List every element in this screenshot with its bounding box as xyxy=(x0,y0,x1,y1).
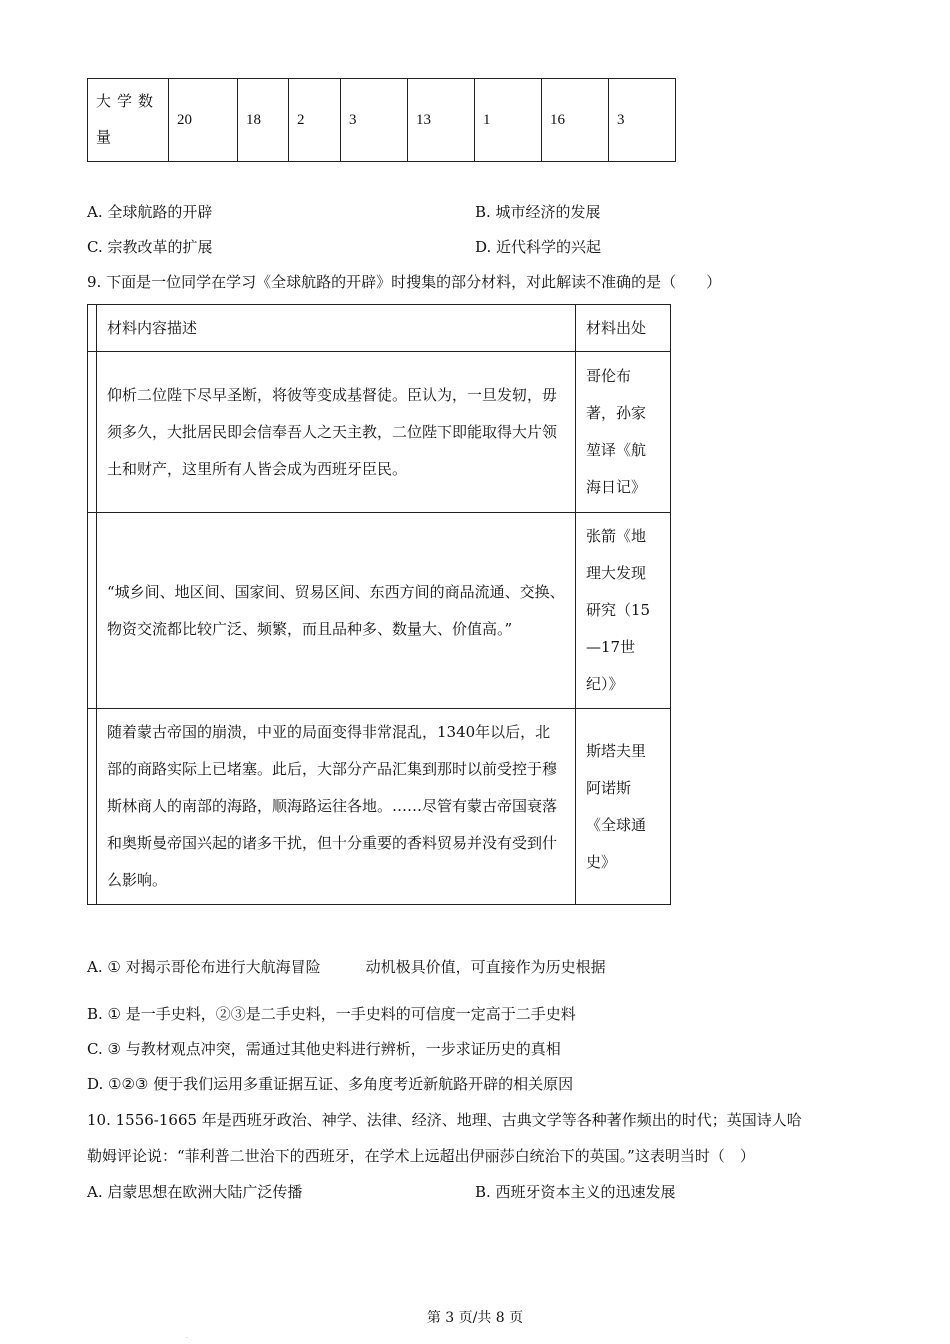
q9-option-c: C. ③ 与教材观点冲突，需通过其他史料进行辨析，一步求证历史的真相 xyxy=(87,1040,561,1058)
table-row-header: 大学数量 xyxy=(88,79,169,162)
q9-stem: 9. 下面是一位同学在学习《全球航路的开辟》时搜集的部分材料，对此解读不准确的是（ ） xyxy=(87,273,722,291)
q10-stem-line1: 10. 1556-1665 年是西班牙政治、神学、法律、经济、地理、古典文学等各种著作频出的时代；英国诗人哈 xyxy=(87,1111,802,1129)
table-gap-cell xyxy=(88,305,97,352)
q8-option-b: B. 城市经济的发展 xyxy=(475,203,601,221)
q9-option-b: B. ① 是一手史料，②③是二手史料，一手史料的可信度一定高于二手史料 xyxy=(87,1005,576,1023)
material-content: 随着蒙古帝国的崩溃，中亚的局面变得非常混乱，1340年以后，北部的商路实际上已堵塞。此后，大部分产品汇集到那时以前受控于穆斯林商人的南部的海路，顺海路运往各地。……尽管有蒙古帝国衰落和奥斯曼帝国兴起的诸多干扰，但十分重要的香料贸易并没有受到什么影响。 xyxy=(97,709,576,905)
table-cell: 1 xyxy=(475,79,542,162)
table-cell: 18 xyxy=(238,79,289,162)
table-gap-cell xyxy=(88,709,97,905)
table-gap-cell xyxy=(88,352,97,513)
q10-option-a: A. 启蒙思想在欧洲大陆广泛传播 xyxy=(87,1183,303,1201)
university-count-table xyxy=(87,78,676,162)
table-row xyxy=(88,709,671,905)
material-content: 仰析二位陛下尽早圣断，将彼等变成基督徒。臣认为，一旦发轫，毋须多久，大批居民即会信奉吾人之天主教，二位陛下即能取得大片领土和财产，这里所有人皆会成为西班牙臣民。 xyxy=(97,352,576,513)
q8-option-a: A. 全球航路的开辟 xyxy=(87,203,213,221)
table-cell: 13 xyxy=(408,79,475,162)
q9-option-d: D. ①②③ 便于我们运用多重证据互证、多角度考近新航路开辟的相关原因 xyxy=(87,1075,574,1093)
table-row xyxy=(88,79,676,162)
q10-option-b: B. 西班牙资本主义的迅速发展 xyxy=(475,1183,676,1201)
material-source: 斯塔夫里阿诺斯《全球通史》 xyxy=(576,709,671,905)
table-cell: 3 xyxy=(341,79,408,162)
q8-option-c: C. 宗教改革的扩展 xyxy=(87,238,213,256)
table-cell: 20 xyxy=(169,79,238,162)
q10-stem-line2: 勒姆评论说：“菲利普二世治下的西班牙，在学术上远超出伊丽莎白统治下的英国。”这表明当时（ ） xyxy=(87,1147,755,1165)
column-header-content: 材料内容描述 xyxy=(97,305,576,352)
decorative-dot: . xyxy=(186,1333,188,1340)
material-content: “城乡间、地区间、国家间、贸易区间、东西方间的商品流通、交换、物资交流都比较广泛、频繁，而且品种多、数量大、价值高。” xyxy=(97,513,576,709)
material-source: 张箭《地理大发现研究（15—17世纪）》 xyxy=(576,513,671,709)
page-number: 第 3 页/共 8 页 xyxy=(426,1310,524,1326)
material-source: 哥伦布著，孙家堃译《航海日记》 xyxy=(576,352,671,513)
table-gap-cell xyxy=(88,513,97,709)
table-cell: 3 xyxy=(609,79,676,162)
table-cell: 2 xyxy=(289,79,341,162)
table-row xyxy=(88,352,671,513)
q9-option-a: A. ① 对揭示哥伦布进行大航海冒险 动机极具价值，可直接作为历史根据 xyxy=(87,958,606,976)
table-row xyxy=(88,513,671,709)
table-cell: 16 xyxy=(542,79,609,162)
q8-option-d: D. 近代科学的兴起 xyxy=(475,238,602,256)
column-header-source: 材料出处 xyxy=(576,305,671,352)
source-material-table xyxy=(87,304,671,905)
table-header-row xyxy=(88,305,671,352)
